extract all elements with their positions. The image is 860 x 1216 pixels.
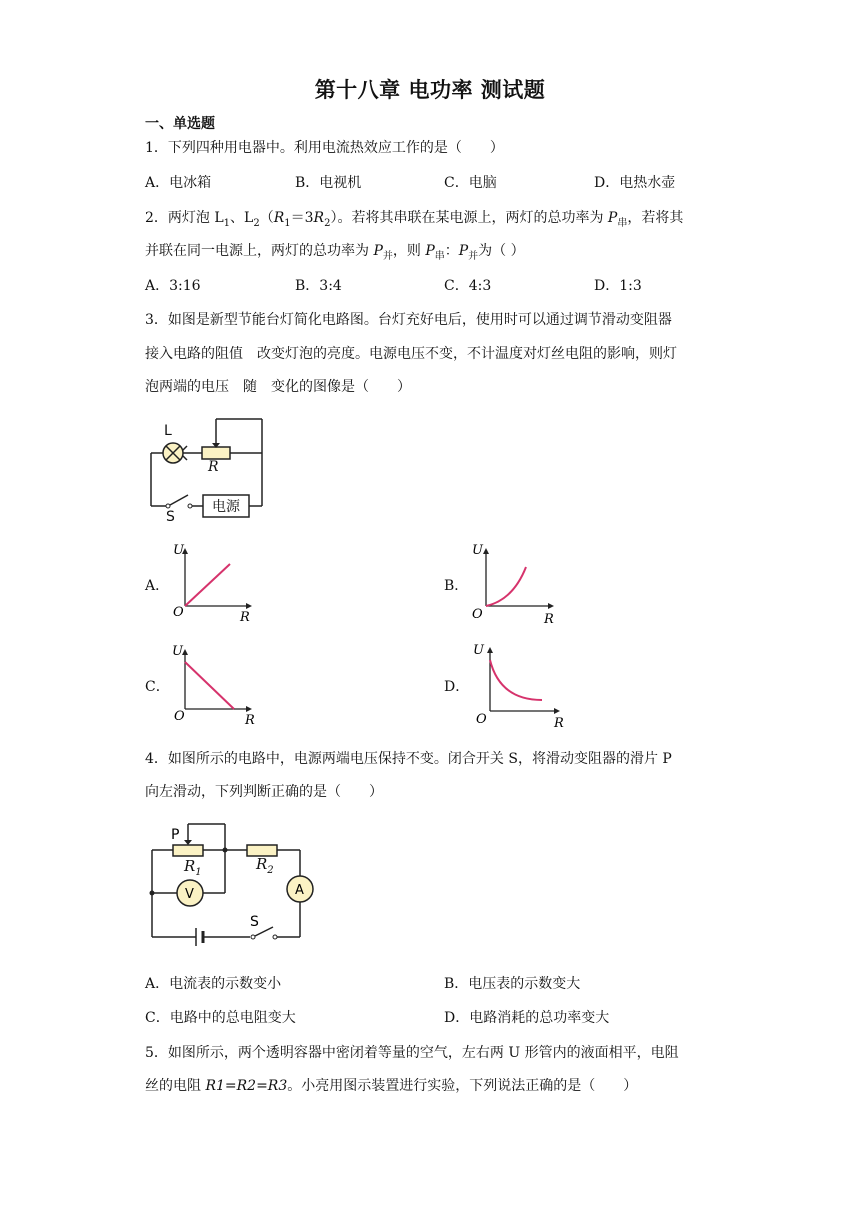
q1-option-a[interactable]: A．电冰箱 (145, 175, 212, 191)
graph-a-x-label: R (240, 610, 250, 625)
question-2-line-1: 2．两灯泡 $L_1$、$L_2(R_1=3R_2)$。若将其串联在某电源上，两灯的总功率为 $P_串$，若将其 (145, 210, 684, 229)
q2-option-c[interactable]: C．4:3 (444, 278, 492, 294)
ammeter-label: A (295, 883, 304, 898)
question-4-line-1: 4．如图所示的电路中，电源两端电压保持不变。闭合开关 S，将滑动变阻器的滑片 P (145, 751, 672, 767)
resistance-formula: R1=R2=R3 (205, 1078, 288, 1094)
graph-c-x-label: R (245, 713, 255, 728)
graph-c-origin: O (174, 709, 185, 724)
question-2-line-2: 并联在同一电源上，两灯的总功率为 $P_并$，则 $P_串$：$P_并$为（ ） (145, 243, 525, 262)
graph-d[interactable] (470, 638, 570, 732)
switch-label: S (166, 509, 175, 525)
graph-c-y-label: U (172, 644, 183, 659)
q4-option-b[interactable]: B．电压表的示数变大 (444, 976, 581, 992)
q4-option-a[interactable]: A．电流表的示数变小 (145, 976, 282, 992)
q1-option-c[interactable]: C．电脑 (444, 175, 497, 191)
voltmeter-label: V (185, 887, 194, 902)
graph-b-x-label: R (544, 612, 554, 627)
q2-option-b[interactable]: B．3:4 (295, 278, 342, 294)
graph-a-curve (185, 564, 230, 606)
q3-option-d[interactable]: D． (444, 679, 470, 695)
graph-d-origin: O (476, 712, 487, 727)
graph-a-y-label: U (173, 543, 184, 558)
q4-switch-label: S (250, 914, 259, 930)
q3-circuit-diagram (140, 415, 270, 527)
q2-option-a[interactable]: A．3:16 (145, 278, 201, 294)
lamp-label: L (164, 423, 172, 439)
slider-label: P (171, 827, 180, 843)
question-1-stem: 1．下列四种用电器中。利用电流热效应工作的是（ ） (145, 140, 504, 156)
graph-b-y-label: U (472, 543, 483, 558)
q3-option-c[interactable]: C． (145, 679, 170, 695)
r2-label: $R_2$ (256, 855, 274, 876)
graph-b-curve (486, 567, 526, 606)
graph-c[interactable] (170, 640, 260, 728)
graph-d-x-label: R (554, 716, 564, 731)
page-title: 第十八章 电功率 测试题 (314, 78, 546, 102)
graph-c-curve (185, 662, 234, 709)
question-3-line-1: 3．如图是新型节能台灯简化电路图。台灯充好电后，使用时可以通过调节滑动变阻器 (145, 312, 672, 328)
graph-d-curve (490, 660, 542, 700)
q1-option-b[interactable]: B．电视机 (295, 175, 362, 191)
q1-option-d[interactable]: D．电热水壶 (594, 175, 676, 191)
graph-b[interactable] (468, 540, 563, 628)
question-3-line-2: 接入电路的阻值 改变灯泡的亮度。电源电压不变，不计温度对灯丝电阻的影响，则灯 (145, 346, 677, 362)
section-heading: 一、单选题 (145, 116, 215, 132)
q4-circuit-diagram (145, 820, 320, 950)
question-3-line-3: 泡两端的电压 随 变化的图像是（ ） (145, 379, 411, 395)
q2-option-d[interactable]: D．1:3 (594, 278, 642, 294)
q4-option-c[interactable]: C．电路中的总电阻变大 (145, 1010, 296, 1026)
q3-option-a[interactable]: A． (145, 578, 170, 594)
q3-option-b[interactable]: B． (444, 578, 469, 594)
q4-option-d[interactable]: D．电路消耗的总功率变大 (444, 1010, 610, 1026)
resistor-label: R (208, 459, 219, 475)
graph-d-y-label: U (473, 643, 484, 658)
graph-a-origin: O (173, 605, 184, 620)
question-5-line-2: 丝的电阻 R1=R2=R3。小亮用图示装置进行实验，下列说法正确的是（ ） (145, 1078, 638, 1094)
question-4-line-2: 向左滑动，下列判断正确的是（ ） (145, 784, 383, 800)
graph-b-origin: O (472, 607, 483, 622)
r1-label: $R_1$ (184, 857, 202, 878)
graph-a[interactable] (170, 540, 260, 626)
power-source-label: 电源 (212, 499, 240, 515)
question-5-line-1: 5．如图所示，两个透明容器中密闭着等量的空气，左右两 U 形管内的液面相平，电阻 (145, 1045, 679, 1061)
